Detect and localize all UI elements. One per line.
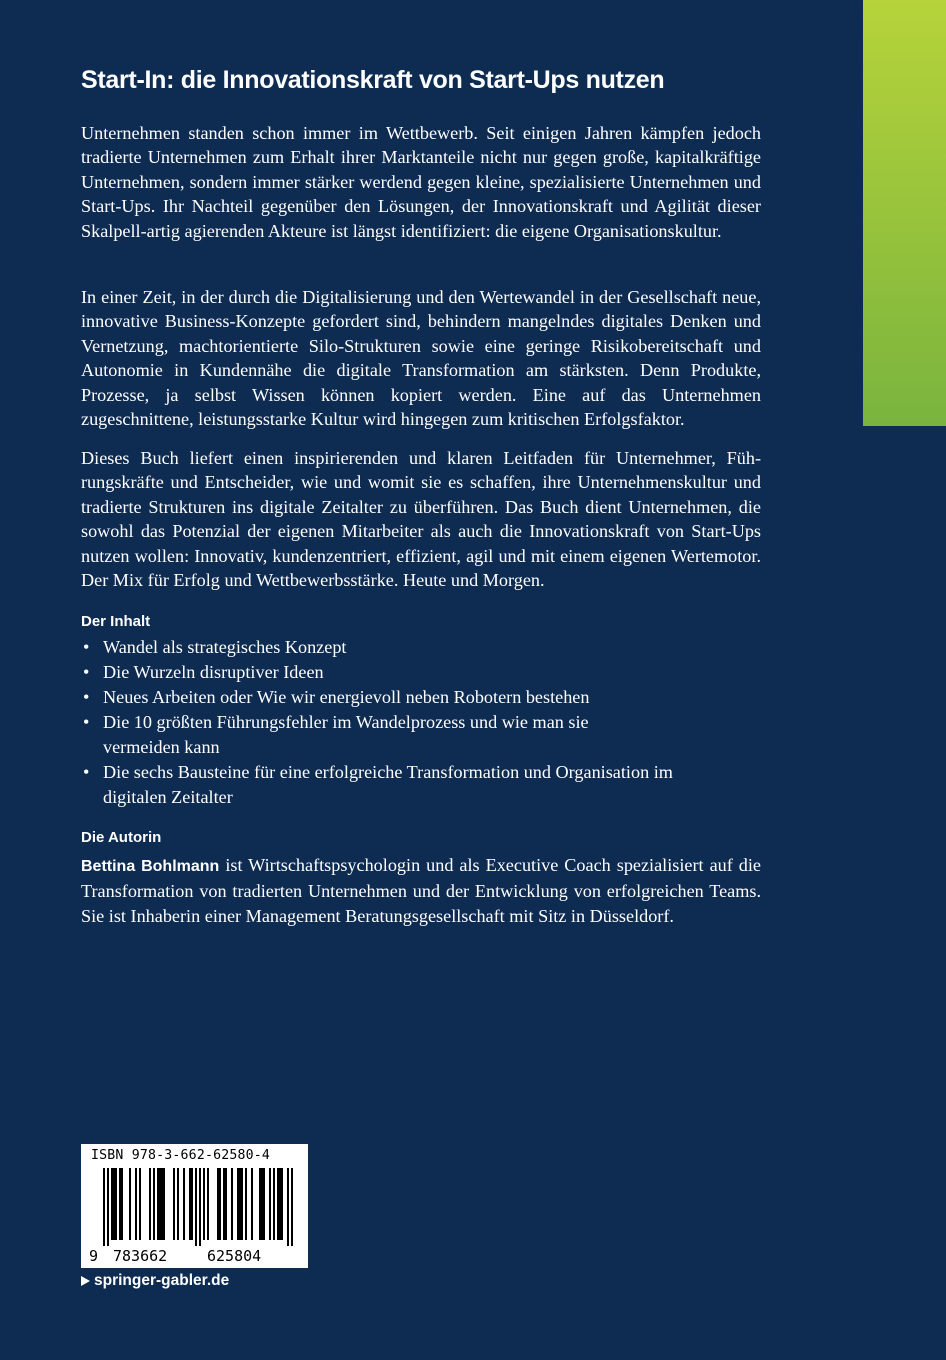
author-heading: Die Autorin xyxy=(81,829,162,846)
barcode-digits: 625804 xyxy=(207,1247,262,1265)
barcode-bar xyxy=(173,1168,175,1240)
barcode-bar xyxy=(263,1168,265,1240)
barcode-bar xyxy=(269,1168,271,1240)
list-item-text: Wandel als strategisches Konzept xyxy=(103,637,347,657)
contents-heading: Der Inhalt xyxy=(81,613,151,630)
list-item xyxy=(81,760,713,810)
barcode-bar xyxy=(103,1168,105,1246)
barcode-bar xyxy=(111,1168,113,1240)
barcode-bar xyxy=(129,1168,131,1240)
author-name: Bettina Bohlmann xyxy=(81,858,220,875)
description-paragraph-1: Unternehmen standen schon immer im Wettbewerb. Seit einigen Jahren kämpfen jedoch tradierte Unternehmen zum Erhalt ihrer Marktanteile nicht nur gegen große, kapitalkräftige Unternehmen, sondern immer stärker werdend gegen kleine, spezialisierte Unternehmen und Start-Ups. Ihr Nachteil gegenüber den Lösungen, der Innovationskraft und Agilität dieser Skalpell-artig agierenden Akteure ist längst identifiziert: die eigene Organisationskultur. xyxy=(81,123,761,241)
barcode-bar xyxy=(251,1168,253,1240)
barcode-bar xyxy=(277,1168,279,1240)
barcode-bar xyxy=(207,1168,209,1240)
barcode-bar xyxy=(231,1168,233,1240)
barcode-bar xyxy=(157,1168,159,1240)
barcode-bar xyxy=(223,1168,225,1240)
barcode-bar xyxy=(163,1168,165,1240)
website-text: springer-gabler.de xyxy=(94,1272,230,1289)
barcode-bar xyxy=(107,1168,109,1246)
barcode-bar xyxy=(287,1168,289,1246)
list-item-text: Neues Arbeiten oder Wie wir energievoll neben Robotern bestehen xyxy=(103,687,590,707)
list-item xyxy=(81,685,761,710)
barcode-bar xyxy=(273,1168,275,1240)
barcode-bar xyxy=(279,1168,281,1240)
barcode-bar xyxy=(191,1168,193,1240)
barcode-bar xyxy=(135,1168,137,1240)
barcode-bar xyxy=(161,1168,163,1240)
isbn-label: ISBN 978-3-662-62580-4 xyxy=(91,1148,271,1163)
description-paragraph-2: In einer Zeit, in der durch die Digitalisierung und den Wertewandel in der Gesellschaft neue, innovative Business-Konzepte gefordert sind, behindern mangelndes digitales Denken und Vernetzung, machtorientierte Silo-Strukturen sowie eine geringe Risikobereitschaft und Autonomie in Kundennähe die digitale Transformation am stärksten. Denn Produkte, Prozesse, ja selbst Wissen können kopiert werden. Eine auf das Unternehmen zugeschnittene, leistungsstarke Kultur wird hingegen zum kritischen Erfolgsfaktor. xyxy=(81,287,761,430)
barcode-bar xyxy=(153,1168,155,1240)
author-bio-text: ist Wirtschaftspsychologin und als Executive Coach spezialisiert auf die Transformation von tradierten Unternehmen und der Entwicklung von erfolgreichen Teams. Sie ist Inhaberin einer Management Beratungsgesellschaft mit Sitz in Düsseldorf. xyxy=(81,855,762,926)
list-item xyxy=(81,635,761,660)
website-link[interactable] xyxy=(81,1272,229,1290)
barcode-bar xyxy=(245,1168,247,1240)
description-paragraph-3: Dieses Buch liefert einen inspirierenden und klaren Leitfaden für Unternehmer, Führungskräfte und Entscheider, wie und womit sie es schaffen, ihre Unternehmenskultur und tradierte Strukturen ins digitale Zeitalter zu überführen. Das Buch dient Unternehmen, die sowohl das Potenzial der eigenen Mitarbeiter als auch die Innovationskraft von Start-Ups nutzen wollen: Innovativ, kundenzentriert, effizient, agil und mit einem eigenen Wertemotor. Der Mix für Erfolg und Wettbewerbsstärke. Heute und Morgen. xyxy=(81,448,761,591)
author-bio xyxy=(81,853,761,928)
barcode-digits: 783662 xyxy=(113,1247,168,1265)
list-item-text: Die Wurzeln disruptiver Ideen xyxy=(103,662,324,682)
barcode-bar xyxy=(225,1168,227,1240)
barcode-bar xyxy=(149,1168,151,1240)
barcode-bar xyxy=(217,1168,219,1240)
barcode-bar xyxy=(159,1168,161,1240)
barcode-bar xyxy=(219,1168,221,1240)
barcode-bar xyxy=(189,1168,191,1240)
barcode-bar xyxy=(241,1168,243,1240)
barcode-image xyxy=(81,1144,308,1268)
barcode-bar xyxy=(259,1168,261,1240)
barcode-bar xyxy=(291,1168,293,1246)
bullet-icon: • xyxy=(83,712,90,732)
barcode-bar xyxy=(177,1168,179,1240)
barcode-bar xyxy=(237,1168,239,1240)
list-item-text: Die sechs Bausteine für eine erfolgreiche Transformation und Organisation im digitalen Zeitalter xyxy=(103,762,673,807)
isbn-barcode xyxy=(81,1144,308,1268)
barcode-bar xyxy=(195,1168,197,1246)
list-item-text: Die 10 größten Führungsfehler im Wandelprozess und wie man sie vermeiden kann xyxy=(103,712,589,757)
barcode-digits: 9 xyxy=(89,1247,99,1265)
bullet-icon: • xyxy=(83,637,90,657)
barcode-bar xyxy=(239,1168,241,1240)
barcode-bar xyxy=(183,1168,185,1240)
list-item xyxy=(81,660,761,685)
contents-list xyxy=(81,635,761,810)
barcode-bar xyxy=(139,1168,141,1240)
barcode-bar xyxy=(115,1168,117,1240)
barcode-bar xyxy=(203,1168,205,1240)
barcode-bar xyxy=(281,1168,283,1240)
barcode-bar xyxy=(119,1168,121,1240)
book-title: Start-In: die Innovationskraft von Start-Ups nutzen xyxy=(81,66,665,94)
bullet-icon: • xyxy=(83,762,90,782)
arrow-right-icon xyxy=(81,1276,90,1286)
bullet-icon: • xyxy=(83,687,90,707)
bullet-icon: • xyxy=(83,662,90,682)
green-accent-bar xyxy=(863,0,946,426)
barcode-bar xyxy=(199,1168,201,1246)
barcode-bar xyxy=(261,1168,263,1240)
list-item xyxy=(81,710,623,760)
barcode-bar xyxy=(121,1168,123,1240)
barcode-bar xyxy=(113,1168,115,1240)
